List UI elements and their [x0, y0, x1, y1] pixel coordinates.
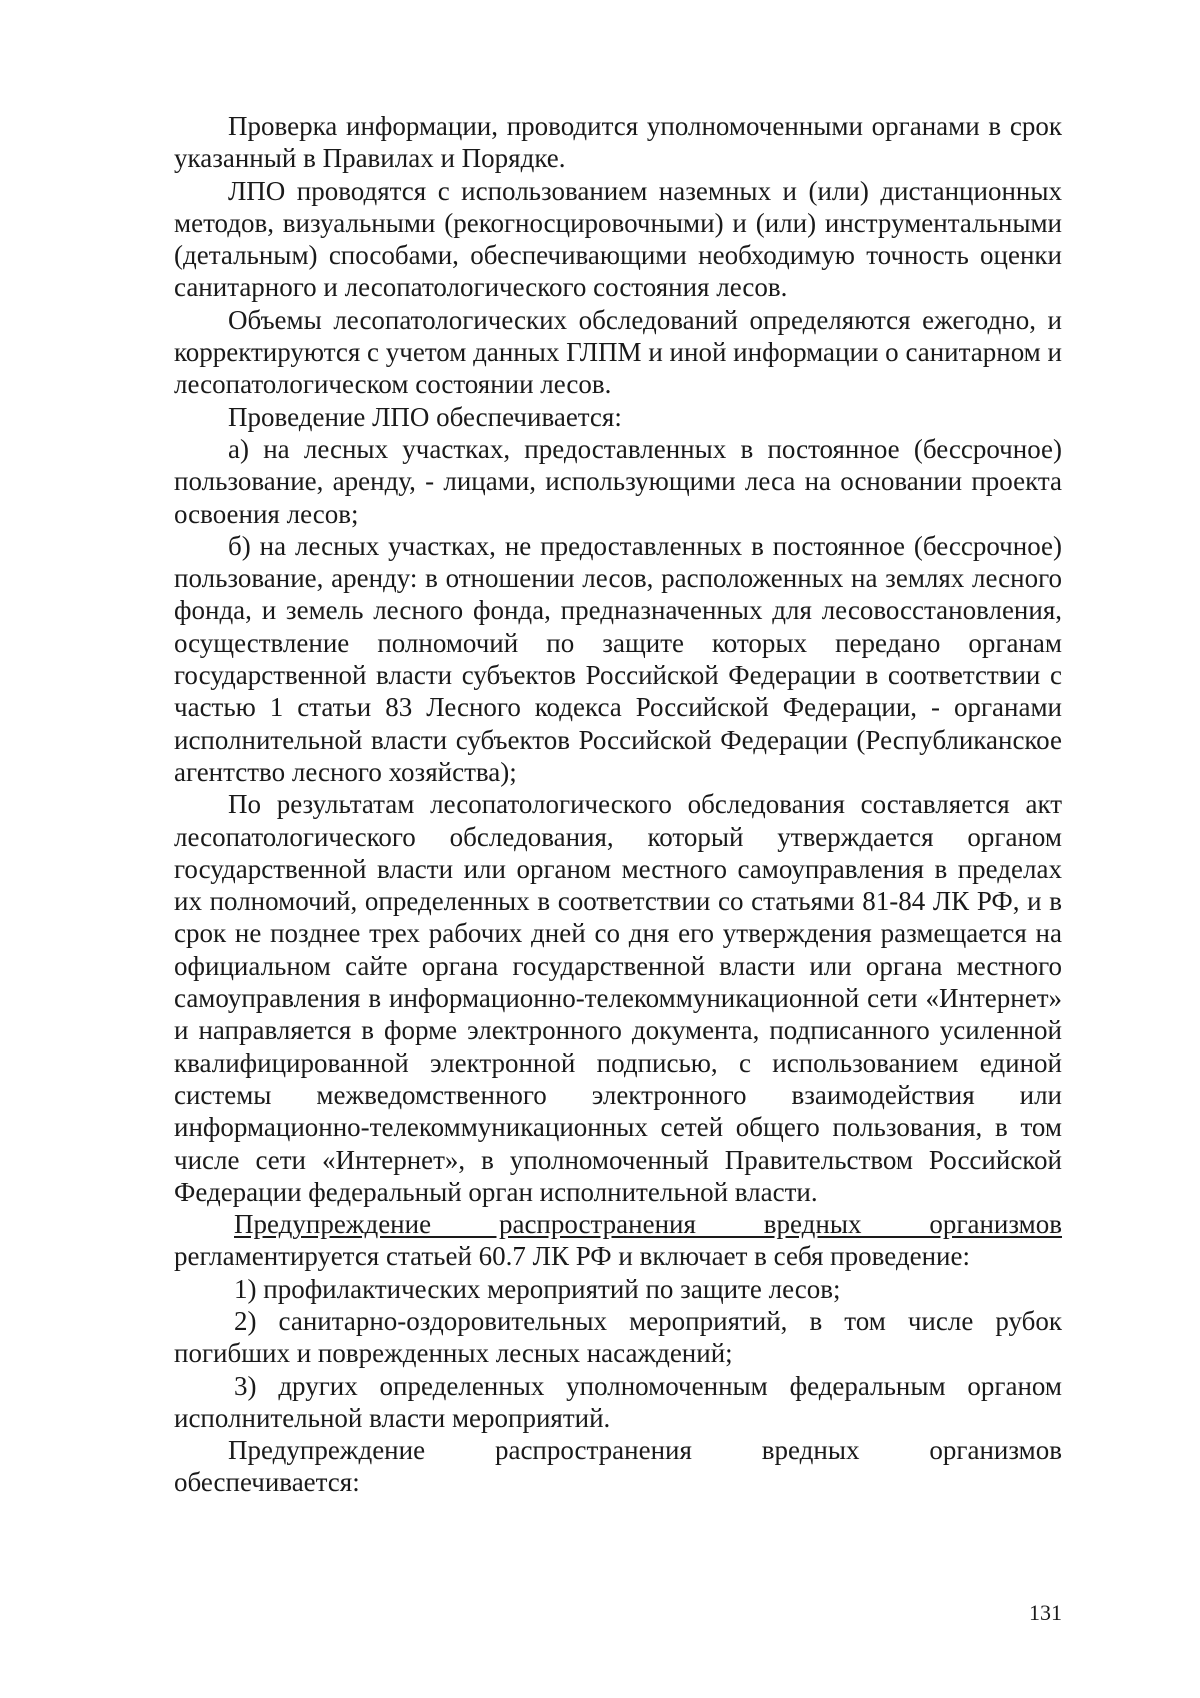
prevention-text: регламентируется статьей 60.7 ЛК РФ и включает в себя проведение:	[174, 1241, 970, 1272]
body-text	[174, 110, 1062, 1499]
prevention-heading: Предупреждение распространения вредных организмов	[234, 1209, 1062, 1240]
paragraph-survey-volumes: Объемы лесопатологических обследований определяются ежегодно, и корректируются с учетом данных ГЛПМ и иной информации о санитарном и лесопатологическом состоянии лесов.	[174, 304, 1062, 400]
paragraph-prevention	[174, 1208, 1062, 1273]
paragraph-lpo-provision: Проведение ЛПО обеспечивается:	[228, 401, 622, 432]
list-item-2: 2) санитарно-оздоровительных мероприятий, в том числе рубок погибших и поврежденных лесных насаждений;	[174, 1305, 1062, 1369]
paragraph-item-a: а) на лесных участках, предоставленных в постоянное (бессрочное) пользование, аренду, - лицами, использующими леса на основании проекта освоения лесов;	[174, 433, 1062, 529]
paragraph-item-b: б) на лесных участках, не предоставленных в постоянное (бессрочное) пользование, аренду: в отношении лесов, расположенных на землях лесного фонда, и земель лесного фонда, предназначенных для лесовосстановления, осуществление полномочий по защите которых передано органам государственной власти субъектов Российской Федерации в соответствии с частью 1 статьи 83 Лесного кодекса Российской Федерации, - органами исполнительной власти субъектов Российской Федерации (Республиканское агентство лесного хозяйства);	[174, 530, 1062, 787]
list-item-3: 3) других определенных уполномоченным федеральным органом исполнительной власти мероприятий.	[174, 1370, 1062, 1433]
paragraph-verification: Проверка информации, проводится уполномоченными органами в срок указанный в Правилах и Порядке.	[174, 111, 1062, 174]
paragraph-lpo-methods: ЛПО проводятся с использованием наземных и (или) дистанционных методов, визуальными (рекогносцировочными) и (или) инструментальными (детальным) способами, обеспечивающими необходимую точность оценки санитарного и лесопатологического состояния лесов.	[174, 175, 1062, 303]
paragraph-survey-results: По результатам лесопатологического обследования составляется акт лесопатологического обследования, который утверждается органом государственной власти или органом местного самоуправления в пределах их полномочий, определенных в соответствии со статьями 81-84 ЛК РФ, и в срок не позднее трех рабочих дней со дня его утверждения размещается на официальном сайте органа государственной власти или органа местного самоуправления в информационно-телекоммуникационной сети «Интернет» и направляется в форме электронного документа, подписанного усиленной квалифицированной электронной подписью, с использованием единой системы межведомственного электронного взаимодействия или информационно-телекоммуникационных сетей общего пользования, в том числе сети «Интернет», в уполномоченный Правительством Российской Федерации федеральный орган исполнительной власти.	[174, 789, 1062, 1207]
paragraph-prevention-provision: Предупреждение распространения вредных организмов обеспечивается:	[174, 1435, 1062, 1498]
page-number: 131	[1029, 1600, 1062, 1625]
list-item-1: 1) профилактических мероприятий по защите лесов;	[234, 1273, 841, 1304]
